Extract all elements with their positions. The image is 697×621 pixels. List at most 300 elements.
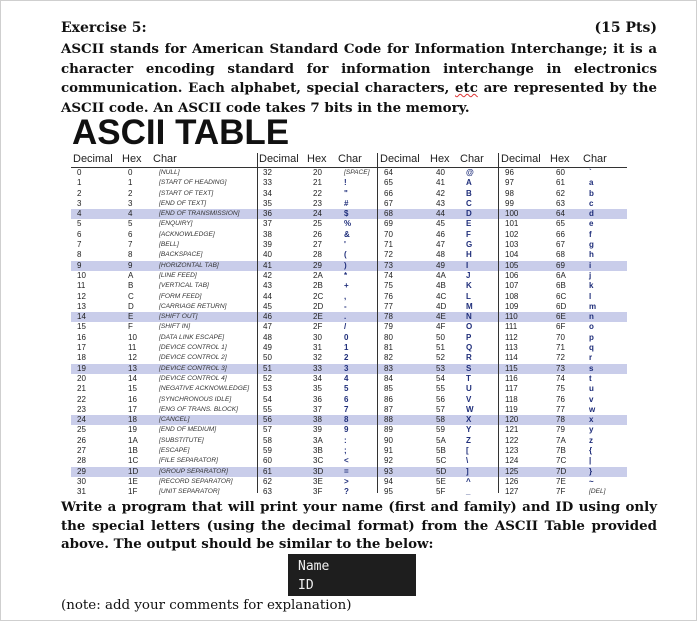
ascii-hex: 70: [556, 332, 565, 342]
ascii-char: b: [589, 188, 594, 198]
ascii-char: [NEGATIVE ACKNOWLEDGE]: [159, 385, 250, 393]
ascii-hex: 19: [128, 425, 137, 435]
ascii-hex: 6F: [556, 322, 566, 332]
ascii-row: [258, 250, 378, 260]
ascii-decimal: 66: [384, 188, 393, 198]
ascii-hex: 6C: [556, 291, 567, 301]
ascii-row: [378, 199, 499, 209]
ascii-hex: 4B: [436, 281, 446, 291]
ascii-hex: 75: [556, 384, 565, 394]
ascii-row: [378, 487, 499, 497]
ascii-row: [499, 353, 627, 363]
ascii-decimal: 77: [384, 301, 393, 311]
ascii-hex: 26: [313, 229, 322, 239]
ascii-decimal: 30: [77, 476, 86, 486]
ascii-decimal: 18: [77, 353, 86, 363]
ascii-decimal: 7: [77, 240, 82, 250]
ascii-char: 2: [344, 353, 349, 363]
exercise-points: (15 Pts): [594, 20, 657, 36]
ascii-hex: 5C: [436, 456, 447, 466]
ascii-char: 9: [344, 425, 349, 435]
ascii-char: k: [589, 281, 594, 291]
column-header-decimal: Decimal: [501, 153, 541, 165]
ascii-char: !: [344, 178, 347, 188]
ascii-char: o: [589, 322, 594, 332]
ascii-row: [71, 425, 257, 435]
ascii-row: [499, 395, 627, 405]
ascii-row: [71, 395, 257, 405]
ascii-char: [NULL]: [159, 169, 180, 176]
ascii-char: [SHIFT IN]: [159, 323, 191, 331]
ascii-char: |: [589, 456, 592, 466]
ascii-row: [378, 395, 499, 405]
ascii-hex: 1E: [128, 476, 138, 486]
ascii-decimal: 118: [505, 394, 518, 404]
ascii-char: `: [589, 168, 592, 177]
ascii-hex: 4D: [436, 301, 447, 311]
ascii-hex: 68: [556, 250, 565, 260]
ascii-hex: 64: [556, 209, 565, 219]
ascii-decimal: 4: [77, 209, 82, 219]
ascii-row: [499, 168, 627, 178]
ascii-block-1: [257, 153, 378, 497]
ascii-char: [ENQUIRY]: [159, 220, 193, 228]
ascii-row: [378, 436, 499, 446]
ascii-decimal: 17: [77, 343, 86, 353]
ascii-decimal: 10: [77, 270, 86, 280]
ascii-row: [71, 384, 257, 394]
ascii-char: p: [589, 332, 594, 342]
ascii-decimal: 114: [505, 353, 518, 363]
ascii-decimal: 15: [77, 322, 86, 332]
ascii-row: [499, 477, 627, 487]
ascii-char: K: [466, 281, 472, 291]
ascii-decimal: 87: [384, 404, 393, 414]
ascii-char: C: [466, 198, 472, 208]
ascii-decimal: 79: [384, 322, 393, 332]
ascii-decimal: 45: [263, 301, 272, 311]
ascii-row: [378, 168, 499, 178]
ascii-row: [258, 292, 378, 302]
ascii-decimal: 50: [263, 353, 272, 363]
ascii-row: [71, 364, 257, 374]
ascii-decimal: 108: [505, 291, 519, 301]
ascii-row: [378, 281, 499, 291]
ascii-hex: E: [128, 312, 134, 322]
ascii-row: [499, 281, 627, 291]
ascii-row: [499, 456, 627, 466]
sample-output-id: ID: [298, 578, 314, 593]
ascii-char: R: [466, 353, 472, 363]
ascii-char: [SYNCHRONOUS IDLE]: [159, 395, 232, 403]
ascii-row: [258, 240, 378, 250]
ascii-char: [ACKNOWLEDGE]: [159, 230, 215, 238]
ascii-decimal: 28: [77, 456, 86, 466]
ascii-hex: D: [128, 301, 134, 311]
ascii-hex: 27: [313, 240, 322, 250]
ascii-row: [71, 189, 257, 199]
ascii-char: x: [589, 415, 594, 425]
ascii-hex: 6E: [556, 312, 566, 322]
ascii-char: m: [589, 301, 597, 311]
ascii-char: B: [466, 188, 472, 198]
ascii-char: +: [344, 281, 349, 291]
ascii-row: [378, 353, 499, 363]
column-header-char: Char: [583, 153, 607, 165]
ascii-row: [71, 477, 257, 487]
ascii-char: g: [589, 240, 594, 250]
ascii-row: [258, 456, 378, 466]
ascii-decimal: 78: [384, 312, 393, 322]
ascii-hex: 1: [128, 178, 133, 188]
ascii-row: [71, 281, 257, 291]
ascii-row: [378, 322, 499, 332]
ascii-hex: 54: [436, 373, 445, 383]
ascii-row: [258, 199, 378, 209]
ascii-decimal: 25: [77, 425, 86, 435]
ascii-hex: 7C: [556, 456, 567, 466]
ascii-hex: 46: [436, 229, 445, 239]
ascii-decimal: 95: [384, 487, 393, 497]
ascii-char: [CARRIAGE RETURN]: [159, 302, 227, 310]
ascii-decimal: 69: [384, 219, 393, 229]
ascii-decimal: 71: [384, 240, 393, 250]
task-paragraph: Write a program that will print your name (first and family) and ID using only the special letters (using the decimal format) from the ASCII Table provided above. The output should be similar to the below:: [61, 499, 657, 552]
ascii-decimal: 59: [263, 446, 272, 456]
ascii-char: P: [466, 332, 472, 342]
ascii-hex: 36: [313, 394, 322, 404]
ascii-char: [DEVICE CONTROL 2]: [159, 354, 227, 362]
ascii-char: ): [344, 260, 347, 270]
ascii-char: 5: [344, 384, 349, 394]
ascii-decimal: 115: [505, 363, 518, 373]
column-header-hex: Hex: [550, 153, 570, 165]
ascii-hex: 63: [556, 198, 565, 208]
ascii-row: [71, 436, 257, 446]
ascii-row: [378, 230, 499, 240]
column-header-decimal: Decimal: [259, 153, 299, 165]
ascii-row: [258, 395, 378, 405]
ascii-decimal: 51: [263, 363, 272, 373]
ascii-hex: 3A: [313, 435, 323, 445]
ascii-decimal: 35: [263, 198, 272, 208]
ascii-hex: 7: [128, 240, 133, 250]
ascii-row: [378, 384, 499, 394]
ascii-row: [499, 199, 627, 209]
ascii-hex: 50: [436, 332, 445, 342]
ascii-row: [378, 302, 499, 312]
ascii-row: [378, 364, 499, 374]
ascii-decimal: 105: [505, 260, 519, 270]
ascii-row: [499, 364, 627, 374]
ascii-row: [258, 261, 378, 271]
ascii-hex: 58: [436, 415, 445, 425]
ascii-hex: 7E: [556, 476, 566, 486]
intro-tail: are represented by the ASCII code. An ASCII code takes 7 bits in the memory.: [61, 80, 657, 116]
ascii-char: =: [344, 466, 349, 476]
ascii-row: [258, 405, 378, 415]
ascii-row: [378, 333, 499, 343]
ascii-char: .: [344, 312, 347, 322]
ascii-decimal: 41: [263, 260, 272, 270]
ascii-decimal: 110: [505, 312, 518, 322]
ascii-hex: 40: [436, 168, 445, 177]
ascii-hex: 16: [128, 394, 137, 404]
ascii-row: [71, 250, 257, 260]
ascii-decimal: 58: [263, 435, 272, 445]
ascii-row: [378, 292, 499, 302]
ascii-hex: 17: [128, 404, 137, 414]
ascii-block-2: [377, 153, 499, 497]
ascii-row: [499, 240, 627, 250]
column-header-hex: Hex: [430, 153, 450, 165]
ascii-row: [258, 281, 378, 291]
ascii-decimal: 81: [384, 343, 393, 353]
ascii-hex: 8: [128, 250, 133, 260]
ascii-decimal: 8: [77, 250, 82, 260]
ascii-block-header: [258, 153, 378, 166]
ascii-row: [258, 374, 378, 384]
ascii-row: [71, 415, 257, 425]
ascii-decimal: 111: [505, 322, 518, 332]
ascii-hex: 48: [436, 250, 445, 260]
ascii-char: [DEVICE CONTROL 4]: [159, 374, 227, 382]
ascii-decimal: 14: [77, 312, 86, 322]
ascii-row: [258, 415, 378, 425]
ascii-decimal: 33: [263, 178, 272, 188]
ascii-hex: 34: [313, 373, 322, 383]
ascii-char: ": [344, 188, 348, 198]
ascii-hex: 55: [436, 384, 445, 394]
ascii-hex: 4A: [436, 270, 446, 280]
ascii-hex: 5F: [436, 487, 446, 497]
ascii-row: [378, 456, 499, 466]
ascii-table: [71, 153, 626, 497]
ascii-hex: 29: [313, 260, 322, 270]
ascii-decimal: 82: [384, 353, 393, 363]
ascii-decimal: 9: [77, 260, 82, 270]
ascii-row: [71, 219, 257, 229]
column-header-decimal: Decimal: [380, 153, 420, 165]
ascii-row: [258, 209, 378, 219]
ascii-char: [ENG OF TRANS. BLOCK]: [159, 405, 239, 413]
ascii-row: [71, 302, 257, 312]
ascii-decimal: 43: [263, 281, 272, 291]
ascii-decimal: 102: [505, 229, 519, 239]
ascii-row: [499, 292, 627, 302]
ascii-decimal: 46: [263, 312, 272, 322]
ascii-decimal: 70: [384, 229, 393, 239]
ascii-char: M: [466, 301, 473, 311]
ascii-decimal: 27: [77, 446, 86, 456]
ascii-decimal: 16: [77, 332, 86, 342]
ascii-hex: 1A: [128, 435, 138, 445]
ascii-decimal: 0: [77, 168, 82, 177]
ascii-hex: 5B: [436, 446, 446, 456]
ascii-row: [71, 230, 257, 240]
ascii-row: [499, 446, 627, 456]
ascii-char: T: [466, 373, 471, 383]
ascii-decimal: 3: [77, 198, 82, 208]
ascii-char: G: [466, 240, 473, 250]
ascii-row: [258, 333, 378, 343]
ascii-hex: 44: [436, 209, 445, 219]
ascii-hex: 10: [128, 332, 137, 342]
ascii-row: [71, 209, 257, 219]
ascii-hex: 52: [436, 353, 445, 363]
ascii-hex: 74: [556, 373, 565, 383]
ascii-row: [378, 178, 499, 188]
ascii-hex: 7A: [556, 435, 566, 445]
ascii-row: [378, 374, 499, 384]
ascii-row: [258, 302, 378, 312]
column-header-char: Char: [338, 153, 362, 165]
ascii-decimal: 48: [263, 332, 272, 342]
ascii-decimal: 123: [505, 446, 519, 456]
ascii-row: [71, 405, 257, 415]
ascii-char: f: [589, 229, 592, 239]
ascii-char: z: [589, 435, 593, 445]
ascii-hex: 15: [128, 384, 137, 394]
ascii-hex: 59: [436, 425, 445, 435]
ascii-hex: 2: [128, 188, 133, 198]
ascii-hex: 4E: [436, 312, 446, 322]
ascii-char: 7: [344, 404, 349, 414]
ascii-decimal: 56: [263, 415, 272, 425]
ascii-decimal: 112: [505, 332, 518, 342]
ascii-decimal: 86: [384, 394, 393, 404]
ascii-char: q: [589, 343, 594, 353]
ascii-char: $: [344, 209, 349, 219]
ascii-char: ?: [344, 487, 349, 497]
ascii-decimal: 119: [505, 404, 518, 414]
ascii-hex: 45: [436, 219, 445, 229]
ascii-hex: 41: [436, 178, 445, 188]
ascii-row: [258, 446, 378, 456]
ascii-hex: 5: [128, 219, 133, 229]
ascii-hex: 51: [436, 343, 445, 353]
ascii-decimal: 124: [505, 456, 519, 466]
ascii-hex: 11: [128, 343, 137, 353]
ascii-decimal: 99: [505, 198, 514, 208]
ascii-char: [START OF TEXT]: [159, 189, 214, 197]
ascii-hex: B: [128, 281, 134, 291]
ascii-char: U: [466, 384, 472, 394]
ascii-decimal: 42: [263, 270, 272, 280]
ascii-row: [499, 219, 627, 229]
ascii-hex: 76: [556, 394, 565, 404]
ascii-row: [378, 477, 499, 487]
ascii-hex: 14: [128, 373, 137, 383]
ascii-char: [LINE FEED]: [159, 271, 197, 279]
ascii-decimal: 126: [505, 476, 519, 486]
ascii-decimal: 121: [505, 425, 519, 435]
ascii-row: [499, 261, 627, 271]
ascii-row: [258, 168, 378, 178]
ascii-row: [71, 446, 257, 456]
ascii-hex: 24: [313, 209, 322, 219]
ascii-char: V: [466, 394, 472, 404]
ascii-row: [71, 271, 257, 281]
ascii-row: [378, 415, 499, 425]
ascii-decimal: 98: [505, 188, 514, 198]
ascii-decimal: 104: [505, 250, 519, 260]
ascii-decimal: 80: [384, 332, 393, 342]
ascii-char: W: [466, 404, 474, 414]
ascii-decimal: 57: [263, 425, 272, 435]
ascii-hex: 18: [128, 415, 137, 425]
ascii-char: [RECORD SEPARATOR]: [159, 477, 233, 485]
ascii-row: [378, 189, 499, 199]
ascii-hex: 77: [556, 404, 565, 414]
exercise-header: [61, 20, 657, 36]
ascii-char: [: [466, 446, 469, 456]
ascii-decimal: 93: [384, 466, 393, 476]
ascii-decimal: 74: [384, 270, 393, 280]
ascii-char: D: [466, 209, 472, 219]
column-header-char: Char: [460, 153, 484, 165]
column-header-hex: Hex: [307, 153, 327, 165]
ascii-decimal: 68: [384, 209, 393, 219]
ascii-decimal: 31: [77, 487, 86, 497]
ascii-block-3: [498, 153, 627, 497]
ascii-decimal: 32: [263, 168, 272, 177]
ascii-decimal: 13: [77, 301, 86, 311]
ascii-hex: 3F: [313, 487, 323, 497]
column-header-char: Char: [153, 153, 177, 165]
ascii-char: j: [589, 270, 592, 280]
ascii-decimal: 21: [77, 384, 86, 394]
ascii-decimal: 84: [384, 373, 393, 383]
ascii-hex: 6D: [556, 301, 567, 311]
ascii-char: #: [344, 198, 349, 208]
ascii-row: [258, 230, 378, 240]
ascii-char: ': [344, 240, 346, 250]
ascii-hex: 39: [313, 425, 322, 435]
ascii-decimal: 19: [77, 363, 86, 373]
ascii-char: S: [466, 363, 472, 373]
ascii-hex: 3B: [313, 446, 323, 456]
ascii-hex: 3E: [313, 476, 323, 486]
ascii-row: [499, 189, 627, 199]
ascii-row: [71, 456, 257, 466]
ascii-char: i: [589, 260, 592, 270]
ascii-char: a: [589, 178, 594, 188]
ascii-hex: 7D: [556, 466, 567, 476]
ascii-char: 6: [344, 394, 349, 404]
ascii-char: Q: [466, 343, 473, 353]
ascii-hex: 13: [128, 363, 137, 373]
ascii-decimal: 20: [77, 373, 86, 383]
ascii-decimal: 90: [384, 435, 393, 445]
ascii-char: I: [466, 260, 469, 270]
ascii-char: Z: [466, 435, 471, 445]
ascii-row: [499, 374, 627, 384]
ascii-row: [258, 322, 378, 332]
ascii-hex: 78: [556, 415, 565, 425]
ascii-char: E: [466, 219, 472, 229]
intro-text: ASCII stands for American Standard Code for Information Interchange; it is a character encoding standard for information interchange in electronics communication. Each alphabet, special characters,: [61, 41, 657, 96]
ascii-decimal: 37: [263, 219, 272, 229]
ascii-hex: 1B: [128, 446, 138, 456]
ascii-decimal: 122: [505, 435, 519, 445]
ascii-hex: 47: [436, 240, 445, 250]
ascii-row: [378, 425, 499, 435]
ascii-char: [SHIFT OUT]: [159, 313, 198, 321]
ascii-hex: 1F: [128, 487, 138, 497]
ascii-decimal: 103: [505, 240, 519, 250]
ascii-char: }: [589, 466, 593, 476]
